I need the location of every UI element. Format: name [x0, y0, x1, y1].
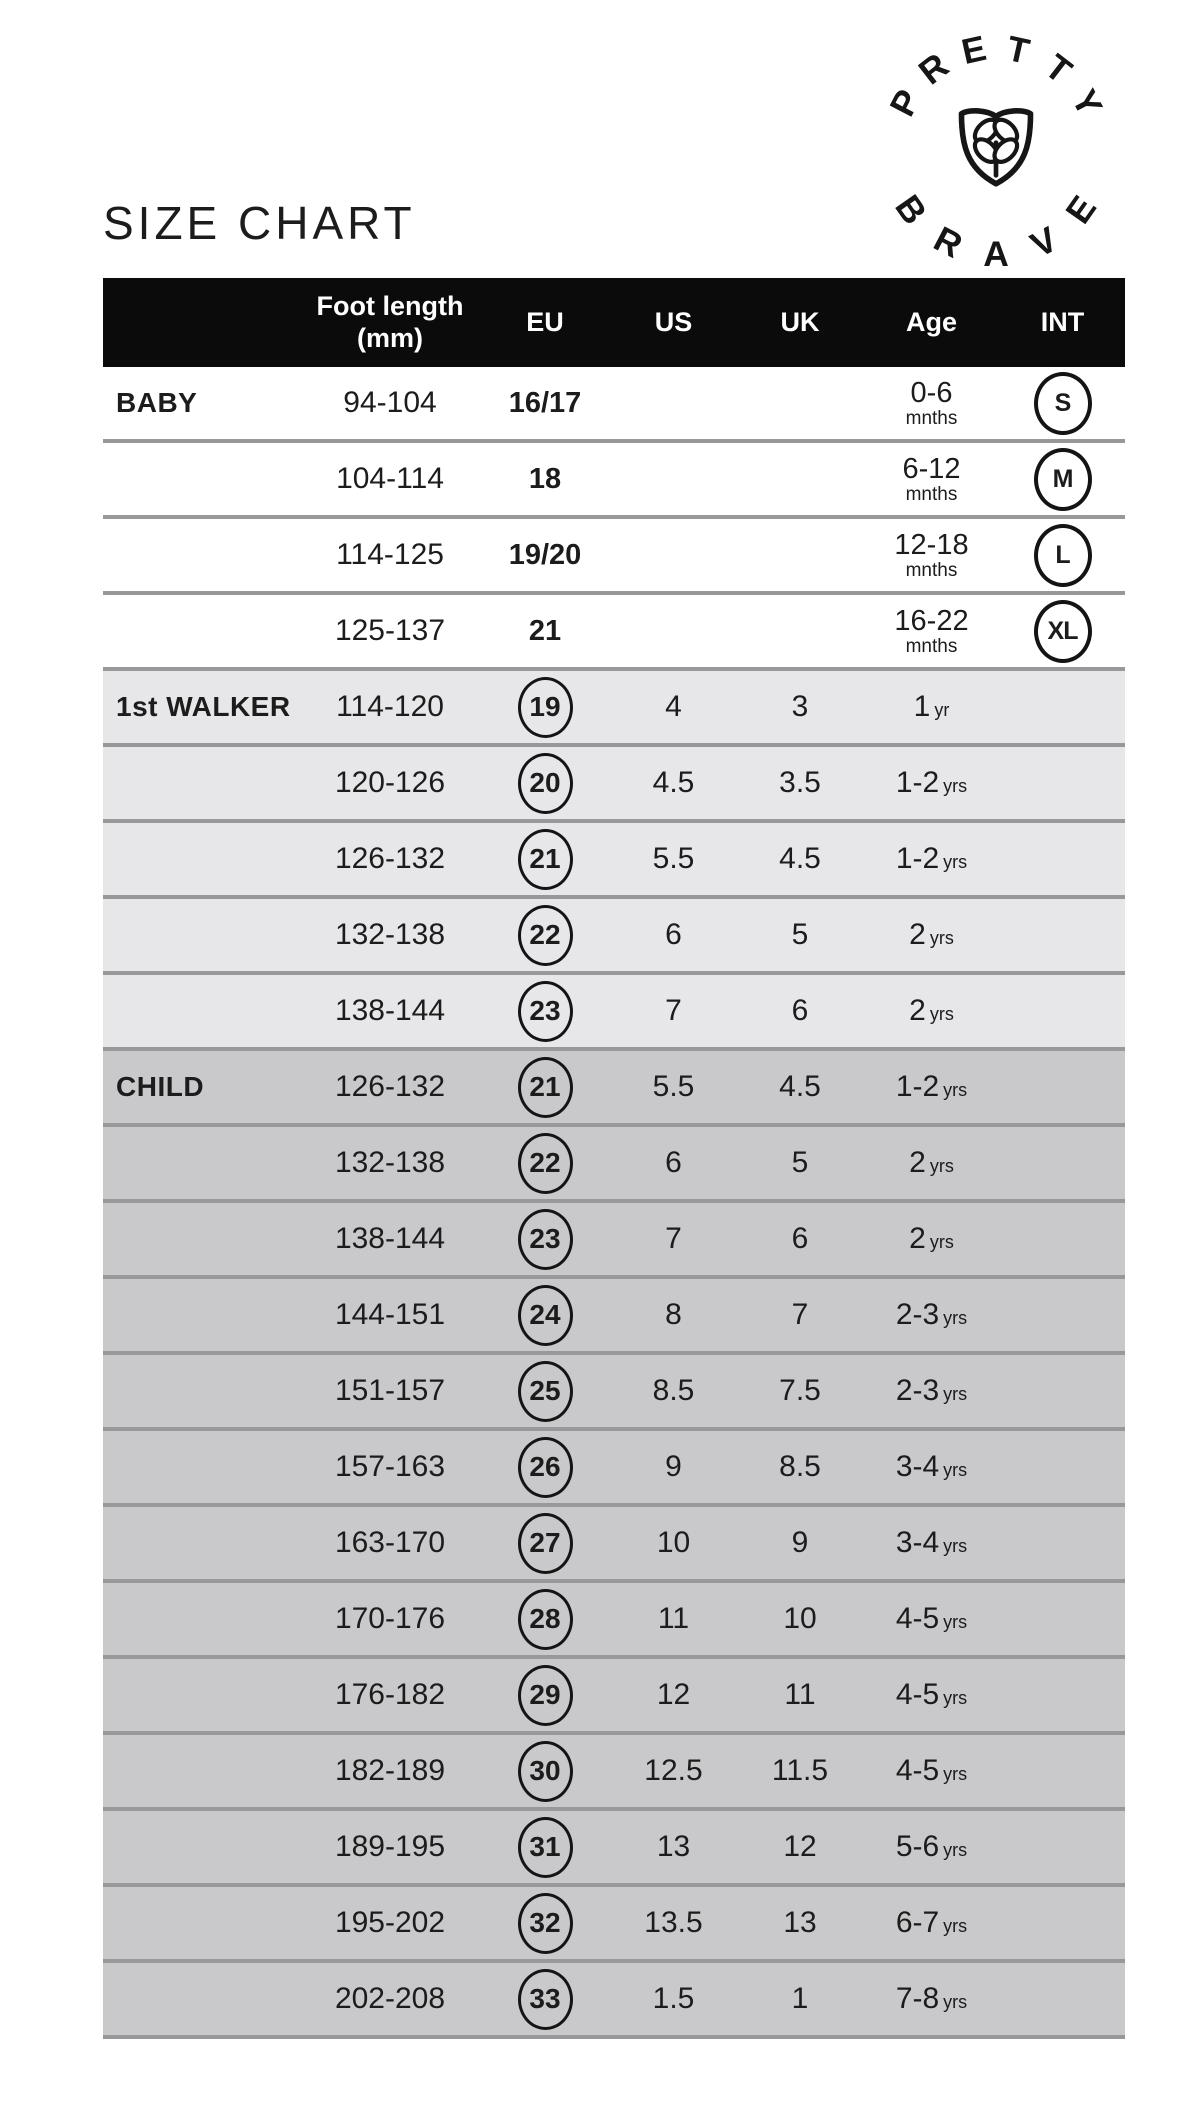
age-main: 1-2 [895, 766, 940, 799]
table-row [103, 1279, 1125, 1355]
uk-cell: 13 [783, 1906, 817, 1939]
eu-cell [480, 1133, 610, 1194]
int-cell [1000, 372, 1125, 435]
uk-cell: 3.5 [779, 766, 821, 799]
age-unit-label: yrs [943, 1080, 968, 1100]
eu-size-badge: 16/17 [508, 386, 582, 419]
age-unit-label: yrs [943, 1764, 968, 1784]
us-cell: 6 [665, 1146, 682, 1179]
age-value [896, 1374, 967, 1408]
age-value [909, 918, 954, 952]
uk-cell: 11.5 [771, 1754, 829, 1787]
table-row [103, 519, 1125, 595]
uk-cell: 7 [791, 1298, 809, 1331]
table-row [103, 595, 1125, 671]
age-cell [863, 1298, 1000, 1332]
table-row [103, 1583, 1125, 1659]
foot-length-cell: 125-137 [334, 614, 446, 647]
foot-length-cell: 132-138 [334, 918, 446, 951]
us-cell: 1.5 [652, 1982, 695, 2015]
age-cell [863, 918, 1000, 952]
foot-length-cell: 126-132 [334, 1070, 446, 1103]
uk-cell: 4.5 [779, 842, 821, 875]
age-main: 2 [909, 1222, 926, 1255]
eu-size-badge: 22 [518, 1133, 573, 1194]
table-row [103, 1887, 1125, 1963]
age-unit-label: yrs [943, 1840, 968, 1860]
eu-size-badge: 23 [518, 1209, 573, 1270]
eu-cell [480, 539, 610, 572]
age-value [894, 604, 969, 657]
age-unit-label: yrs [943, 1916, 968, 1936]
age-unit-label: yrs [929, 1232, 954, 1252]
eu-cell [480, 1361, 610, 1422]
age-main: 1-2 [895, 842, 940, 875]
header-eu: EU [526, 306, 564, 337]
age-main: 1 [913, 690, 931, 723]
logo-letter: E [957, 27, 990, 73]
logo-letter: Y [1063, 83, 1111, 123]
header-uk: UK [780, 306, 820, 337]
table-row [103, 367, 1125, 443]
us-cell: 11 [657, 1602, 690, 1635]
age-cell [863, 1146, 1000, 1180]
age-unit-label: mnths [905, 559, 958, 581]
us-cell: 9 [665, 1450, 682, 1483]
foot-length-cell: 195-202 [334, 1906, 446, 1939]
age-cell [863, 1754, 1000, 1788]
table-row [103, 443, 1125, 519]
eu-size-badge: 25 [518, 1361, 573, 1422]
eu-cell [480, 829, 610, 890]
logo-letter: R [911, 45, 956, 93]
age-cell [863, 1450, 1000, 1484]
eu-cell [480, 1285, 610, 1346]
eu-cell [480, 463, 610, 496]
age-unit-label: yrs [929, 928, 954, 948]
eu-cell [480, 1589, 610, 1650]
foot-length-cell: 176-182 [334, 1678, 446, 1711]
age-main: 2 [909, 918, 926, 951]
age-cell [863, 1982, 1000, 2016]
header-us: US [654, 306, 693, 337]
uk-cell: 5 [791, 918, 809, 951]
age-value [894, 528, 969, 581]
int-cell [1000, 448, 1125, 511]
table-row [103, 1051, 1125, 1127]
age-value [896, 766, 967, 800]
eu-size-badge: 31 [518, 1817, 573, 1878]
age-main: 1-2 [895, 1070, 940, 1103]
eu-cell [480, 615, 610, 648]
table-row [103, 1127, 1125, 1203]
eu-cell [480, 905, 610, 966]
us-cell: 8.5 [652, 1374, 695, 1407]
age-unit-label: yrs [943, 1612, 968, 1632]
us-cell: 7 [665, 1222, 682, 1255]
header-int: INT [1040, 306, 1085, 337]
table-row [103, 823, 1125, 899]
table-row [103, 1507, 1125, 1583]
age-cell [863, 690, 1000, 724]
eu-cell [480, 1209, 610, 1270]
foot-length-cell: 114-125 [336, 538, 444, 571]
foot-length-cell: 157-163 [334, 1450, 446, 1483]
age-unit-label: yrs [929, 1156, 954, 1176]
age-cell [863, 528, 1000, 581]
logo-letter: A [983, 233, 1009, 274]
foot-length-cell: 151-157 [334, 1374, 446, 1407]
table-body [103, 367, 1125, 2039]
logo-letter: E [1057, 188, 1105, 231]
age-main: 4-5 [895, 1754, 940, 1787]
foot-length-cell: 120-126 [334, 766, 446, 799]
age-unit-label: yrs [943, 852, 968, 872]
age-value [896, 1602, 967, 1636]
us-cell: 13 [656, 1830, 691, 1863]
int-size-badge: M [1034, 448, 1092, 511]
foot-length-cell: 114-120 [336, 690, 444, 723]
uk-cell: 4.5 [779, 1070, 821, 1103]
age-value [896, 1070, 967, 1104]
age-unit-label: yrs [929, 1004, 954, 1024]
foot-length-cell: 104-114 [336, 462, 444, 495]
table-row [103, 1811, 1125, 1887]
foot-length-cell: 144-151 [334, 1298, 446, 1331]
us-cell: 4.5 [652, 766, 695, 799]
age-value [896, 1298, 967, 1332]
us-cell: 12 [656, 1678, 691, 1711]
brand-logo [850, 26, 1142, 278]
us-cell: 13.5 [644, 1906, 703, 1939]
us-cell: 4 [665, 690, 682, 723]
age-main: 12-18 [894, 528, 969, 561]
table-row [103, 1203, 1125, 1279]
age-value [896, 1754, 967, 1788]
table-row [103, 1431, 1125, 1507]
age-cell [863, 1374, 1000, 1408]
us-cell: 5.5 [652, 842, 695, 875]
age-main: 2-3 [895, 1298, 940, 1331]
header-foot-length: Foot length (mm) [316, 291, 464, 353]
category-cell: CHILD [116, 1071, 205, 1102]
age-cell [863, 1906, 1000, 1940]
age-main: 4-5 [895, 1602, 940, 1635]
logo-letter: P [881, 83, 929, 123]
eu-cell [480, 1437, 610, 1498]
eu-size-badge: 32 [518, 1893, 573, 1954]
age-cell [863, 1678, 1000, 1712]
uk-cell: 10 [783, 1602, 817, 1635]
foot-length-cell: 138-144 [334, 994, 446, 1027]
age-cell [863, 376, 1000, 429]
foot-length-cell: 202-208 [334, 1982, 446, 2015]
eu-cell [480, 753, 610, 814]
age-value [896, 1982, 967, 2016]
age-main: 6-7 [895, 1906, 940, 1939]
foot-length-cell: 138-144 [334, 1222, 446, 1255]
logo-letter: R [927, 218, 969, 266]
table-row [103, 975, 1125, 1051]
category-cell: 1st WALKER [116, 691, 291, 722]
foot-length-cell: 132-138 [334, 1146, 446, 1179]
age-main: 3-4 [895, 1526, 940, 1559]
age-unit-label: yrs [943, 1992, 968, 2012]
age-main: 0-6 [910, 376, 953, 409]
eu-cell [480, 1513, 610, 1574]
foot-length-cell: 163-170 [334, 1526, 446, 1559]
table-row [103, 671, 1125, 747]
uk-cell: 7.5 [779, 1374, 821, 1407]
age-main: 7-8 [895, 1982, 940, 2015]
foot-length-cell: 126-132 [334, 842, 446, 875]
us-cell: 7 [665, 994, 682, 1027]
uk-cell: 11 [784, 1678, 816, 1711]
eu-cell [480, 981, 610, 1042]
age-value [905, 376, 958, 429]
foot-length-cell: 189-195 [334, 1830, 446, 1863]
eu-cell [480, 1893, 610, 1954]
header-age: Age [905, 306, 957, 337]
eu-size-badge: 19 [518, 677, 573, 738]
eu-size-badge: 28 [518, 1589, 573, 1650]
age-cell [863, 1830, 1000, 1864]
logo-letter: B [887, 187, 935, 232]
table-row [103, 1735, 1125, 1811]
int-cell [1000, 524, 1125, 587]
shield-icon [961, 111, 1030, 184]
age-main: 2-3 [895, 1374, 940, 1407]
eu-cell [480, 1057, 610, 1118]
uk-cell: 6 [791, 1222, 809, 1255]
age-unit-label: yrs [943, 1384, 968, 1404]
age-unit-label: mnths [905, 407, 958, 429]
table-row [103, 899, 1125, 975]
us-cell: 5.5 [652, 1070, 695, 1103]
eu-size-badge: 29 [518, 1665, 573, 1726]
eu-size-badge: 23 [518, 981, 573, 1042]
logo-letter: T [1003, 28, 1034, 72]
age-unit-label: mnths [905, 483, 958, 505]
table-row [103, 1355, 1125, 1431]
eu-size-badge: 30 [518, 1741, 573, 1802]
age-value [902, 452, 961, 505]
age-value [896, 1906, 967, 1940]
age-cell [863, 1222, 1000, 1256]
eu-cell [480, 1817, 610, 1878]
eu-size-badge: 20 [518, 753, 573, 814]
logo-letter: V [1024, 218, 1064, 266]
age-value [896, 1830, 967, 1864]
int-cell [1000, 600, 1125, 663]
table-row [103, 1963, 1125, 2039]
age-main: 2 [909, 1146, 926, 1179]
age-unit-label: mnths [905, 635, 958, 657]
eu-cell [480, 1665, 610, 1726]
table-header-row [103, 278, 1125, 367]
int-size-badge: S [1034, 372, 1092, 435]
age-value [914, 690, 950, 724]
age-main: 3-4 [895, 1450, 940, 1483]
uk-cell: 12 [783, 1830, 817, 1863]
uk-cell: 6 [791, 994, 809, 1027]
age-main: 4-5 [895, 1678, 940, 1711]
eu-cell [480, 1969, 610, 2030]
age-value [896, 1678, 967, 1712]
uk-cell: 5 [791, 1146, 809, 1179]
uk-cell: 1 [791, 1982, 809, 2015]
age-main: 16-22 [894, 604, 969, 637]
eu-size-badge: 26 [518, 1437, 573, 1498]
age-value [896, 1526, 967, 1560]
table-row [103, 1659, 1125, 1735]
eu-size-badge: 24 [518, 1285, 573, 1346]
int-size-badge: XL [1034, 600, 1092, 663]
age-cell [863, 1070, 1000, 1104]
age-unit-label: yrs [943, 776, 968, 796]
age-main: 6-12 [902, 452, 961, 485]
eu-cell [480, 677, 610, 738]
table-row [103, 747, 1125, 823]
eu-cell [480, 387, 610, 420]
age-cell [863, 842, 1000, 876]
eu-size-badge: 33 [518, 1969, 573, 2030]
age-cell [863, 994, 1000, 1028]
age-cell [863, 1602, 1000, 1636]
age-unit-label: yrs [943, 1536, 968, 1556]
uk-cell: 9 [791, 1526, 809, 1559]
age-cell [863, 604, 1000, 657]
foot-length-cell: 94-104 [343, 386, 437, 419]
us-cell: 10 [656, 1526, 691, 1559]
age-main: 2 [909, 994, 926, 1027]
uk-cell: 3 [791, 690, 809, 723]
age-value [909, 994, 954, 1028]
age-unit-label: yr [934, 700, 950, 720]
age-unit-label: yrs [943, 1460, 968, 1480]
us-cell: 8 [665, 1298, 682, 1331]
eu-size-badge: 21 [518, 829, 573, 890]
age-unit-label: yrs [943, 1688, 968, 1708]
eu-size-badge: 21 [528, 614, 562, 647]
eu-size-badge: 27 [518, 1513, 573, 1574]
eu-size-badge: 18 [528, 462, 562, 495]
age-cell [863, 452, 1000, 505]
us-cell: 12.5 [644, 1754, 703, 1787]
foot-length-cell: 182-189 [334, 1754, 446, 1787]
eu-size-badge: 21 [518, 1057, 573, 1118]
category-cell: BABY [116, 387, 198, 418]
eu-cell [480, 1741, 610, 1802]
age-value [909, 1146, 954, 1180]
eu-size-badge: 22 [518, 905, 573, 966]
us-cell: 6 [665, 918, 682, 951]
eu-size-badge: 19/20 [508, 538, 582, 571]
uk-cell: 8.5 [779, 1450, 821, 1483]
age-main: 5-6 [895, 1830, 940, 1863]
foot-length-cell: 170-176 [334, 1602, 446, 1635]
logo-letter: T [1037, 46, 1080, 92]
age-unit-label: yrs [943, 1308, 968, 1328]
age-value [896, 1450, 967, 1484]
page-title: SIZE CHART [103, 197, 416, 249]
age-cell [863, 1526, 1000, 1560]
size-table [103, 278, 1125, 2039]
int-size-badge: L [1034, 524, 1092, 587]
age-value [896, 842, 967, 876]
age-value [909, 1222, 954, 1256]
age-cell [863, 766, 1000, 800]
